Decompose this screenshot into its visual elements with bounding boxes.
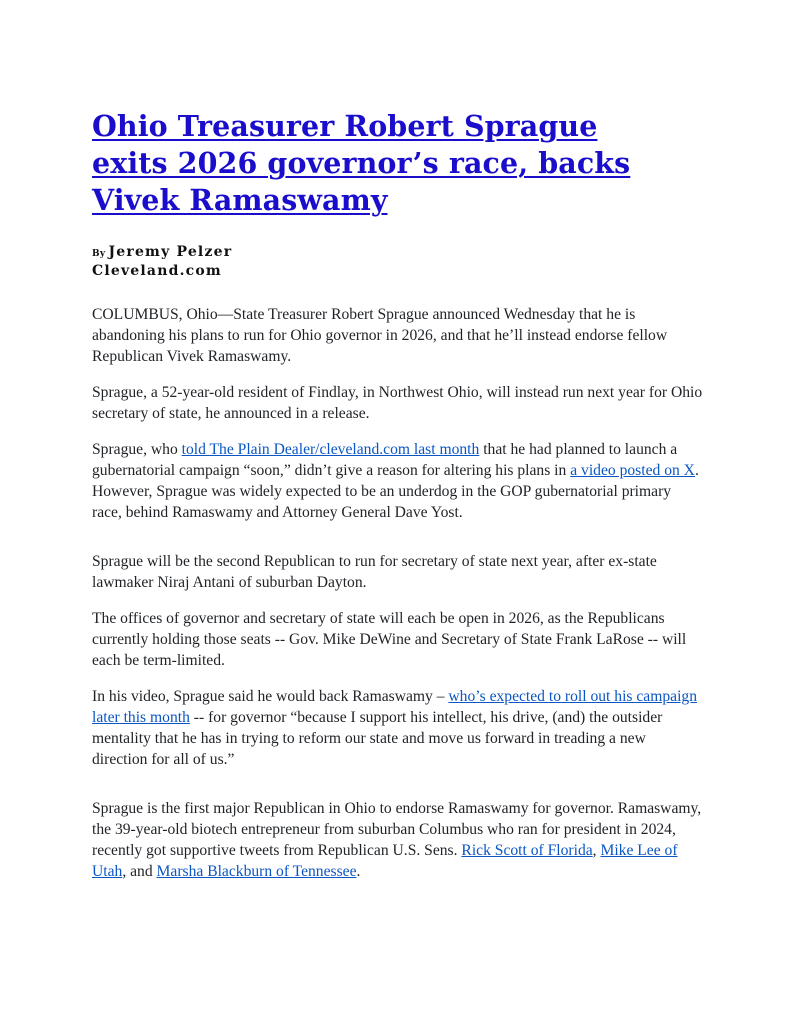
video-on-x-link[interactable]: a video posted on X <box>570 462 695 479</box>
paragraph-7-text-4: . <box>356 863 361 880</box>
headline-line-2: exits 2026 governor’s race, backs <box>92 146 631 180</box>
article-body <box>92 304 704 882</box>
headline-link[interactable] <box>92 109 630 217</box>
paragraph-4: Sprague will be the second Republican to run for secretary of state next year, after ex-state lawmaker Niraj Antani of suburban Dayton. <box>92 553 657 591</box>
paragraph-1: COLUMBUS, Ohio—State Treasurer Robert Sprague announced Wednesday that he is abandoning his plans to run for Ohio governor in 2026, and that he’ll instead endorse fellow Republican Vivek Ramaswamy. <box>92 306 668 365</box>
paragraph-5: The offices of governor and secretary of state will each be open in 2026, as the Republicans currently holding those seats -- Gov. Mike DeWine and Secretary of State Frank LaRose -- will each be term-limited. <box>92 610 687 669</box>
paragraph-6-text-1: In his video, Sprague said he would back Ramaswamy – <box>92 688 449 705</box>
paragraph-6 <box>92 686 704 770</box>
paragraph-7-text-2: , <box>592 842 601 859</box>
plain-dealer-link[interactable]: told The Plain Dealer/cleveland.com last month <box>181 441 480 458</box>
marsha-blackburn-link[interactable]: Marsha Blackburn of Tennessee <box>156 863 357 880</box>
paragraph-7-text-1: Sprague is the first major Republican in Ohio to endorse Ramaswamy for governor. Ramaswamy, the 39-year-old biotech entrepreneur from suburban Columbus who ran for president in 2024, recently got supportive tweets from Republican U.S. Sens. <box>92 800 702 859</box>
paragraph-3-text-1: Sprague, who <box>92 441 182 458</box>
article-headline <box>92 108 704 219</box>
article <box>92 108 704 897</box>
paragraph-3-text-3: . However, Sprague was widely expected to be an underdog in the GOP gubernatorial primary race, behind Ramaswamy and Attorney General Dave Yost. <box>92 462 699 521</box>
headline-line-1: Ohio Treasurer Robert Sprague <box>92 109 598 143</box>
byline <box>92 241 704 279</box>
paragraph-3-text-2: that he had planned to launch a gubernatorial campaign “soon,” didn’t give a reason for altering his plans in <box>92 441 678 479</box>
paragraph-7-text-3: , and <box>122 863 157 880</box>
mike-lee-link[interactable]: Mike Lee of Utah <box>92 842 678 880</box>
byline-outlet: Cleveland.com <box>92 263 222 279</box>
paragraph-3 <box>92 439 704 523</box>
paragraph-2: Sprague, a 52-year-old resident of Findlay, in Northwest Ohio, will instead run next year for Ohio secretary of state, he announced in a release. <box>92 384 703 422</box>
paragraph-7 <box>92 798 704 882</box>
rick-scott-link[interactable]: Rick Scott of Florida <box>461 842 593 859</box>
byline-prefix: By <box>92 249 106 259</box>
headline-line-3: Vivek Ramaswamy <box>92 183 388 217</box>
paragraph-6-text-2: -- for governor “because I support his intellect, his drive, (and) the outsider mentality that he has in trying to reform our state and move us forward in treading a new direction for all of us.” <box>92 709 663 768</box>
campaign-rollout-link[interactable]: who’s expected to roll out his campaign later this month <box>92 688 698 726</box>
byline-author: Jeremy Pelzer <box>108 244 233 260</box>
